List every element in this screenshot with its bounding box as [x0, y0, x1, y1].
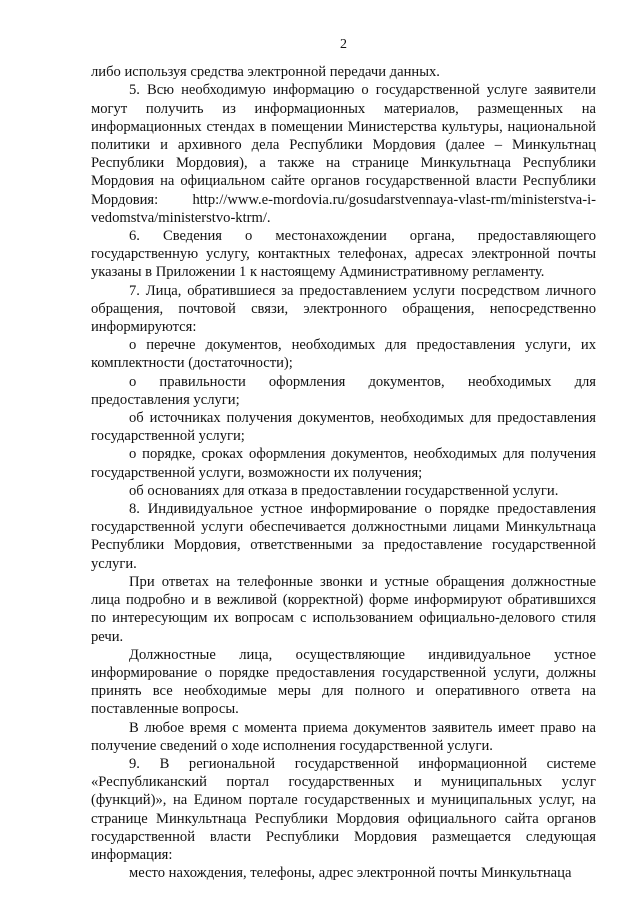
paragraph-location-info: место нахождения, телефоны, адрес электронной почты Минкультнаца	[129, 865, 572, 882]
paragraph-5: 5. Всю необходимую информацию о государственной услуге заявители могут получить из информационных материалов, размещенных на информационных стендах в помещении Министерства культуры, национальной политики и архивного дела Республики Мордовия (далее – Минкультнац Республики Мордовия), а также на странице Минкультнаца Республики Мордовия на официальном сайте органов государственной власти Республики Мордовия: http://www.e-mordovia.ru/gosudarstvennaya-vlast-rm/ministerstva-i-vedomstva/ministerstvo-ktrm/.	[91, 82, 596, 226]
list-item-correctness: о правильности оформления документов, необходимых для предоставления услуги;	[91, 373, 596, 408]
paragraph-officials: Должностные лица, осуществляющие индивидуальное устное информирование о порядке предоставления государственной услуги, должны принять все необходимые меры для полного и оперативного ответа на поставленные вопросы.	[91, 646, 596, 718]
page-number: 2	[340, 37, 347, 52]
list-item-refusal-grounds: об основаниях для отказа в предоставлении государственной услуги.	[129, 482, 559, 499]
list-item-documents-list: о перечне документов, необходимых для предоставления услуги, их комплектности (достаточности);	[91, 337, 596, 372]
paragraph-continuation: либо используя средства электронной передачи данных.	[91, 64, 440, 81]
paragraph-8: 8. Индивидуальное устное информирование о порядке предоставления государственной услуги обеспечивается должностными лицами Минкультнаца Республики Мордовия, ответственными за предоставление государственной услуги.	[91, 501, 596, 572]
paragraph-6: 6. Сведения о местонахождении органа, предоставляющего государственную услугу, контактных телефонах, адресах электронной почты указаны в Приложении 1 к настоящему Административному регламенту.	[91, 228, 596, 281]
paragraph-9: 9. В региональной государственной информационной системе «Республиканский портал государственных и муниципальных услуг (функций)», на Едином портале государственных и муниципальных услуг, на странице Минкультнаца Республики Мордовия официального сайта органов государственной власти Республики Мордовия размещается следующая информация:	[91, 755, 596, 863]
list-item-procedure: о порядке, сроках оформления документов, необходимых для получения государственной услуги, возможности их получения;	[91, 446, 596, 481]
paragraph-7: 7. Лица, обратившиеся за предоставлением услуги посредством личного обращения, почтовой связи, электронного обращения, непосредственно информируются:	[91, 282, 596, 336]
paragraph-status-info: В любое время с момента приема документов заявитель имеет право на получение сведений о ходе исполнения государственной услуги.	[91, 719, 596, 754]
document-page	[91, 36, 596, 882]
paragraph-phone-answers: При ответах на телефонные звонки и устные обращения должностные лица подробно и в вежливой (корректной) форме информируют обратившихся по интересующим их вопросам с использованием официально-делового стиля речи.	[91, 573, 596, 645]
list-item-sources: об источниках получения документов, необходимых для предоставления государственной услуги;	[91, 410, 596, 445]
